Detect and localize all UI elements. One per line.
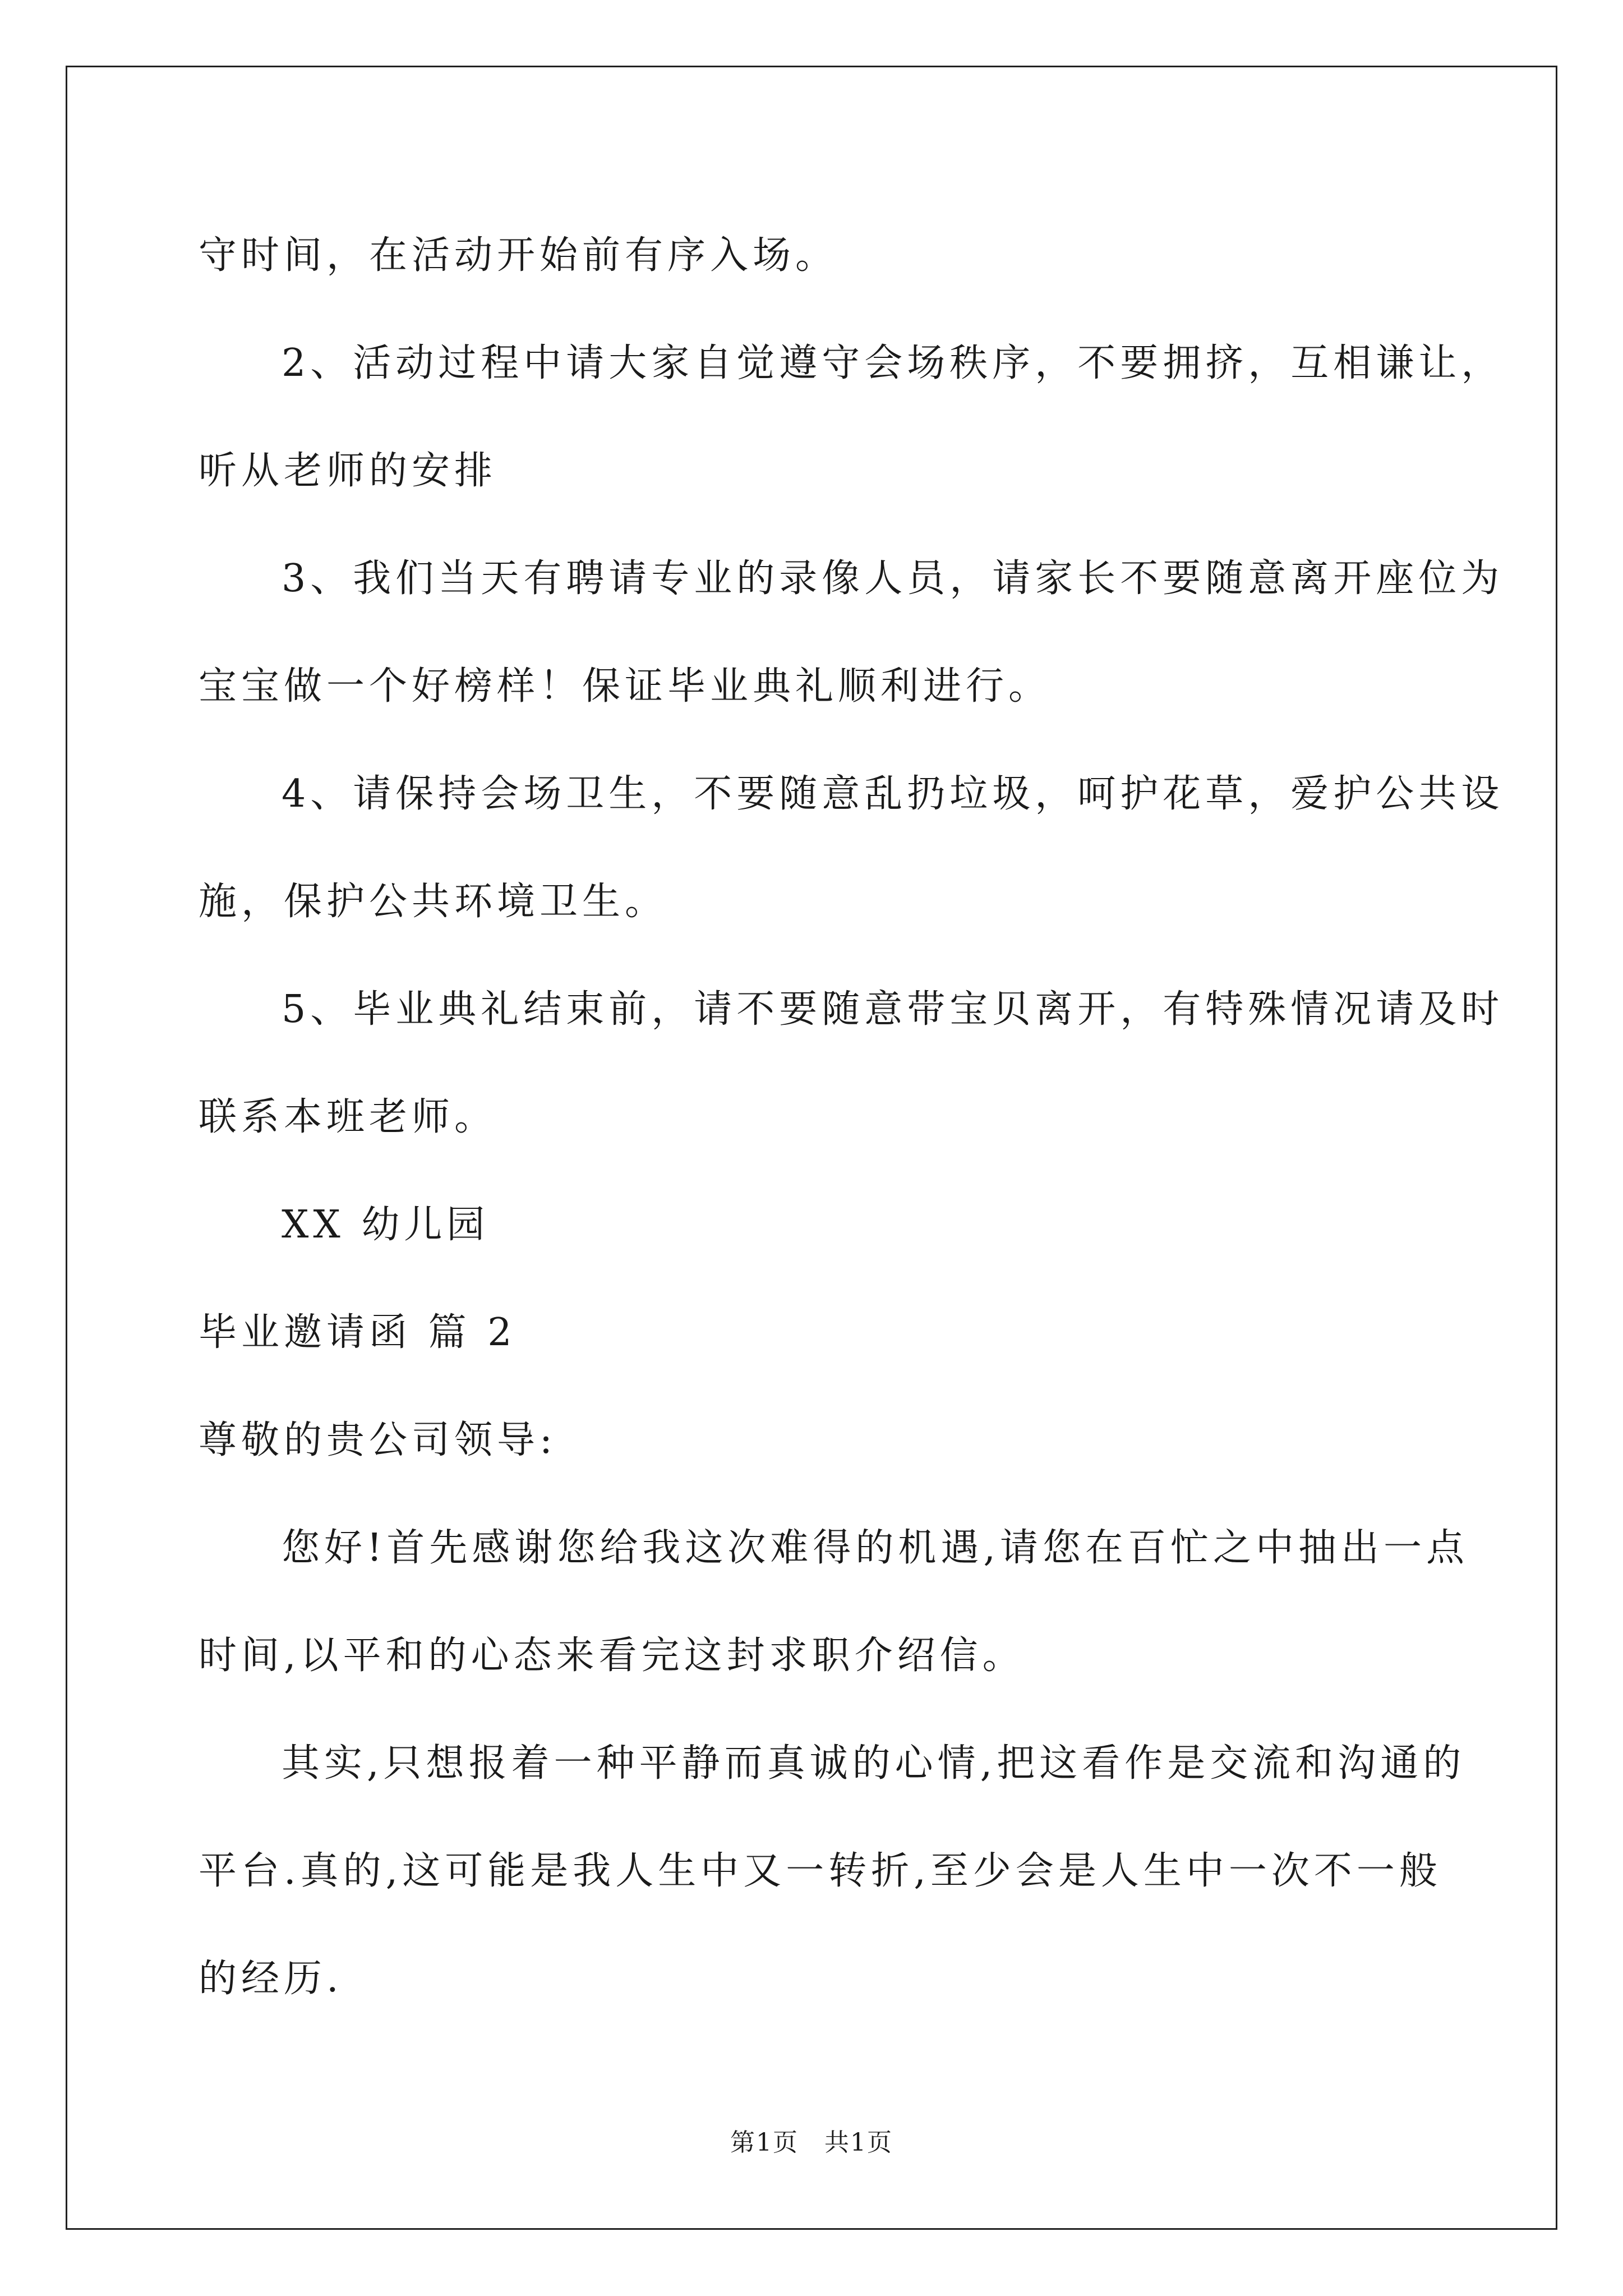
text-line-17: 的经历. [199,1957,343,2001]
salutation: 尊敬的贵公司领导: [199,1418,557,1462]
text-line-9: 联系本班老师。 [199,1095,497,1139]
page-number-footer: 第1页 共1页 [730,2128,893,2157]
text-line-3: 听从老师的安排 [199,449,497,493]
document-body [199,202,1504,2033]
signature-kindergarten: XX 幼儿园 [282,1203,490,1247]
text-line-5: 宝宝做一个好榜样！保证毕业典礼顺利进行。 [199,664,1052,708]
text-line-8: 5、毕业典礼结束前，请不要随意带宝贝离开，有特殊情况请及时 [282,987,1504,1032]
section-heading: 毕业邀请函 篇 2 [199,1310,517,1355]
text-line-6: 4、请保持会场卫生，不要随意乱扔垃圾，呵护花草，爱护公共设 [282,772,1504,816]
text-line-4: 3、我们当天有聘请专业的录像人员，请家长不要随意离开座位为 [282,556,1504,601]
text-line-7: 施，保护公共环境卫生。 [199,880,668,924]
text-line-15: 其实,只想报着一种平静而真诚的心情,把这看作是交流和沟通的 [282,1741,1466,1786]
text-line-16: 平台.真的,这可能是我人生中又一转折,至少会是人生中一次不一般 [199,1849,1442,1893]
text-line-14: 时间,以平和的心态来看完这封求职介绍信。 [199,1634,1025,1678]
text-line-2: 2、活动过程中请大家自觉遵守会场秩序，不要拥挤，互相谦让， [282,341,1504,385]
text-line-13: 您好!首先感谢您给我这次难得的机遇,请您在百忙之中抽出一点 [282,1526,1469,1570]
text-line-1: 守时间，在活动开始前有序入场。 [199,233,838,278]
